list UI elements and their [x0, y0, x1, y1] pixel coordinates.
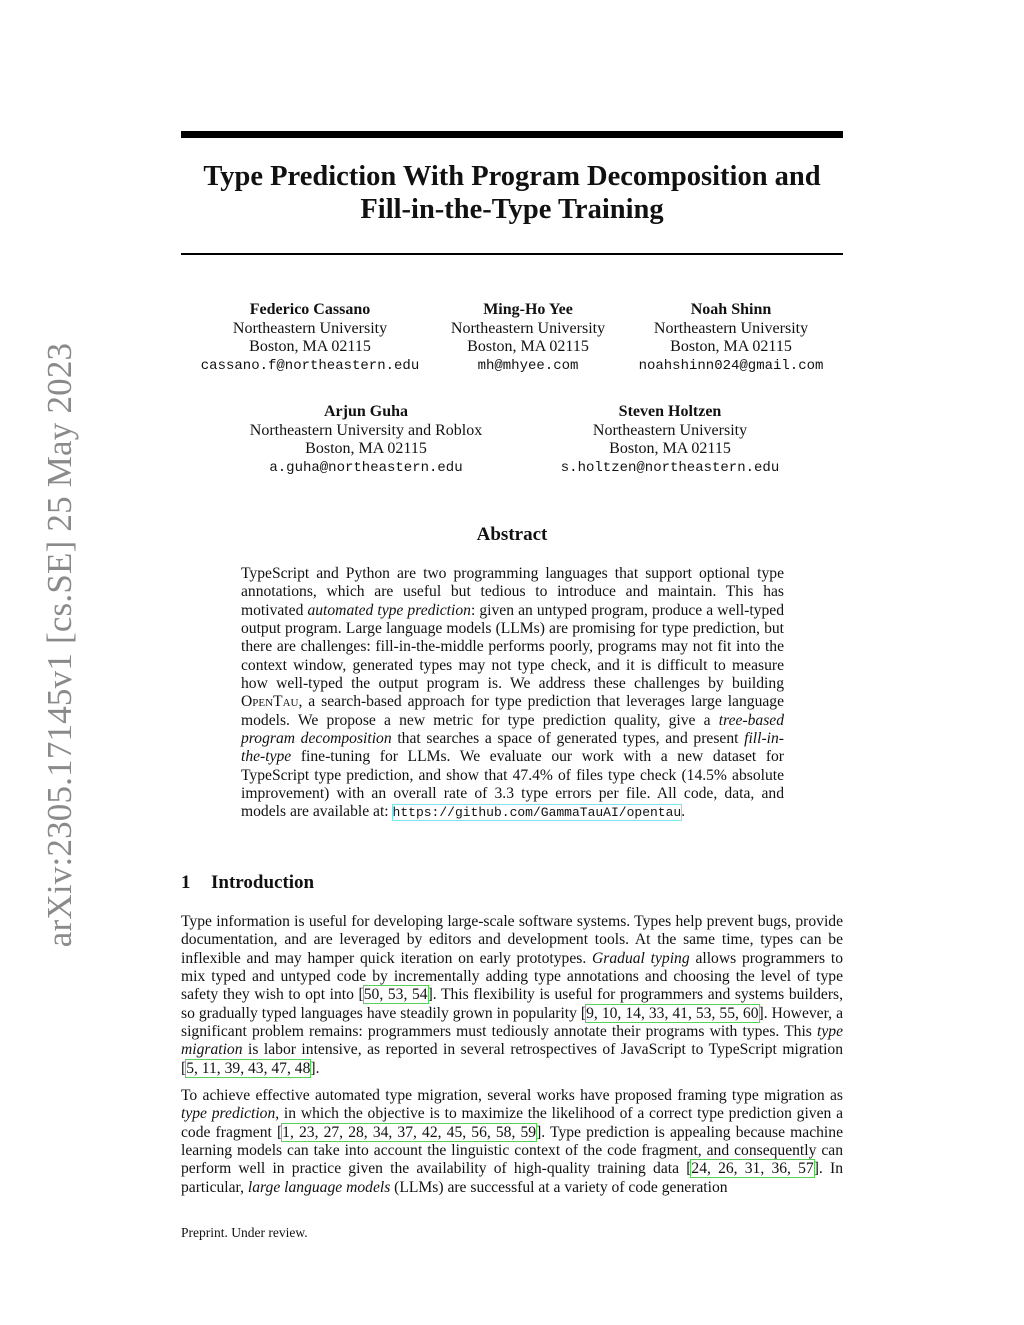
author-location: Boston, MA 02115	[467, 338, 589, 355]
title-line-2: Fill-in-the-Type Training	[360, 194, 664, 225]
paragraph-emphasis: Gradual typing	[592, 949, 690, 967]
author-name: Ming-Ho Yee	[483, 301, 573, 318]
abstract-segment: .	[681, 803, 686, 821]
author-block	[190, 301, 430, 375]
author-name: Federico Cassano	[249, 301, 371, 318]
paragraph-segment: is labor intensive, as reported in several retrospectives of JavaScript to TypeScript migration [	[181, 1041, 843, 1077]
section-heading	[181, 872, 314, 894]
author-affiliation: Northeastern University	[592, 421, 748, 439]
abstract-emphasis: fill-in-the-type	[241, 730, 784, 766]
paragraph-emphasis: type prediction	[181, 1105, 276, 1123]
author-block	[628, 301, 834, 375]
citation-link[interactable]: 1, 23, 27, 28, 34, 37, 42, 45, 56, 58, 59	[282, 1123, 537, 1141]
title-line-1: Type Prediction With Program Decomposition and	[203, 161, 821, 192]
author-affiliation: Northeastern University	[232, 319, 388, 337]
author-affiliation: Northeastern University	[653, 319, 809, 337]
author-affiliation: Northeastern University	[450, 319, 606, 337]
abstract-segment: TypeScript and Python are two programming languages that support optional type annotations, which are useful but tedious to introduce and maintain. This has motivated	[241, 565, 784, 619]
author-block	[226, 403, 506, 477]
author-block	[438, 301, 618, 375]
author-email[interactable]: a.guha@northeastern.edu	[269, 459, 463, 476]
author-location: Boston, MA 02115	[609, 440, 731, 457]
paragraph-segment: (LLMs) are successful at a variety of code generation	[390, 1178, 728, 1196]
paper-title	[181, 160, 843, 226]
abstract-segment: fine-tuning for LLMs. We evaluate our work with a new dataset for TypeScript type prediction, and show that 47.4% of files type check (14.5% absolute improvement) with an overall rate of 3.3 type errors per file. All code, data, and models are available at:	[241, 748, 784, 821]
section-number: 1	[181, 872, 191, 893]
citation-link[interactable]: 5, 11, 39, 43, 47, 48	[186, 1059, 311, 1077]
arxiv-identifier: arXiv:2305.17145v1 [cs.SE] 25 May 2023	[40, 342, 79, 948]
author-email[interactable]: mh@mhyee.com	[477, 357, 579, 374]
paragraph-segment: ]. Type prediction is appealing because machine learning models can take into account the linguistic context of the code fragment, and consequently can perform well in practice given the availability of high-quality training data [	[181, 1123, 843, 1178]
author-email[interactable]: s.holtzen@northeastern.edu	[560, 459, 780, 476]
section-title: Introduction	[211, 872, 315, 893]
footer-note: Preprint. Under review.	[181, 1225, 308, 1240]
paragraph-emphasis: type migration	[181, 1023, 843, 1059]
author-location: Boston, MA 02115	[670, 338, 792, 355]
abstract-heading: Abstract	[476, 524, 548, 545]
paragraph-segment: , in which the objective is to maximize the likelihood of a correct type prediction given a code fragment [	[181, 1105, 843, 1141]
intro-paragraph	[181, 1087, 843, 1197]
abstract-segment: , a search-based approach for type prediction that leverages large language models. We propose a new metric for type prediction quality, give a	[241, 693, 784, 729]
abstract-segment: that searches a space of generated types, and present	[391, 730, 745, 748]
citation-link[interactable]: 24, 26, 31, 36, 57	[691, 1160, 814, 1178]
author-name: Steven Holtzen	[618, 403, 722, 420]
author-location: Boston, MA 02115	[305, 440, 427, 457]
paragraph-segment: ]. This flexibility is useful for programmers and systems builders, so gradually typed languages have steadily grown in popularity [	[181, 986, 844, 1022]
abstract-text	[241, 565, 784, 823]
author-email[interactable]: noahshinn024@gmail.com	[638, 357, 824, 374]
citation-link[interactable]: 50, 53, 54	[363, 986, 428, 1004]
intro-paragraph	[181, 913, 843, 1078]
author-name: Noah Shinn	[690, 301, 772, 318]
title-rule-bottom	[181, 253, 843, 255]
title-rule-top	[181, 131, 843, 138]
author-location: Boston, MA 02115	[249, 338, 371, 355]
author-email[interactable]: cassano.f@northeastern.edu	[200, 357, 420, 374]
paragraph-segment: ]. In particular,	[181, 1160, 844, 1196]
abstract-emphasis: tree-based program decomposition	[241, 711, 784, 748]
citation-link[interactable]: 9, 10, 14, 33, 41, 53, 55, 60	[586, 1004, 759, 1022]
paragraph-segment: ].	[310, 1059, 320, 1077]
abstract-segment: : given an untyped program, produce a well-typed output program. Large language models (LLMs) are promising for type prediction, but there are challenges: fill-in-the-middle performs poorly, programs may not fit into the context window, generated types may not type check, and it is difficult to measure how well-typed the output program is. We address these challenges by building	[241, 601, 784, 693]
code-repository-link[interactable]: https://github.com/GammaTauAI/opentau	[392, 805, 682, 821]
author-affiliation: Northeastern University and Roblox	[249, 421, 483, 439]
tool-name: OpenTau	[241, 693, 299, 711]
paragraph-emphasis: large language models	[247, 1178, 391, 1196]
paragraph-segment: ]. However, a significant problem remains: programmers must tediously annotate their programs with types. This	[181, 1004, 843, 1041]
author-block	[548, 403, 792, 477]
abstract-emphasis: automated type prediction	[307, 601, 471, 619]
paragraph-segment: allows programmers to mix typed and untyped code by incrementally adding type annotations and choosing the level of type safety they wish to opt into [	[181, 949, 843, 1004]
paragraph-segment: To achieve effective automated type migration, several works have proposed framing type migration as	[181, 1087, 843, 1104]
paragraph-segment: Type information is useful for developing large-scale software systems. Types help prevent bugs, provide documentation, and are leveraged by editors and development tools. At the same time, types can be inflexible and may hamper quick iteration on early prototypes.	[181, 913, 843, 967]
author-name: Arjun Guha	[323, 403, 409, 420]
